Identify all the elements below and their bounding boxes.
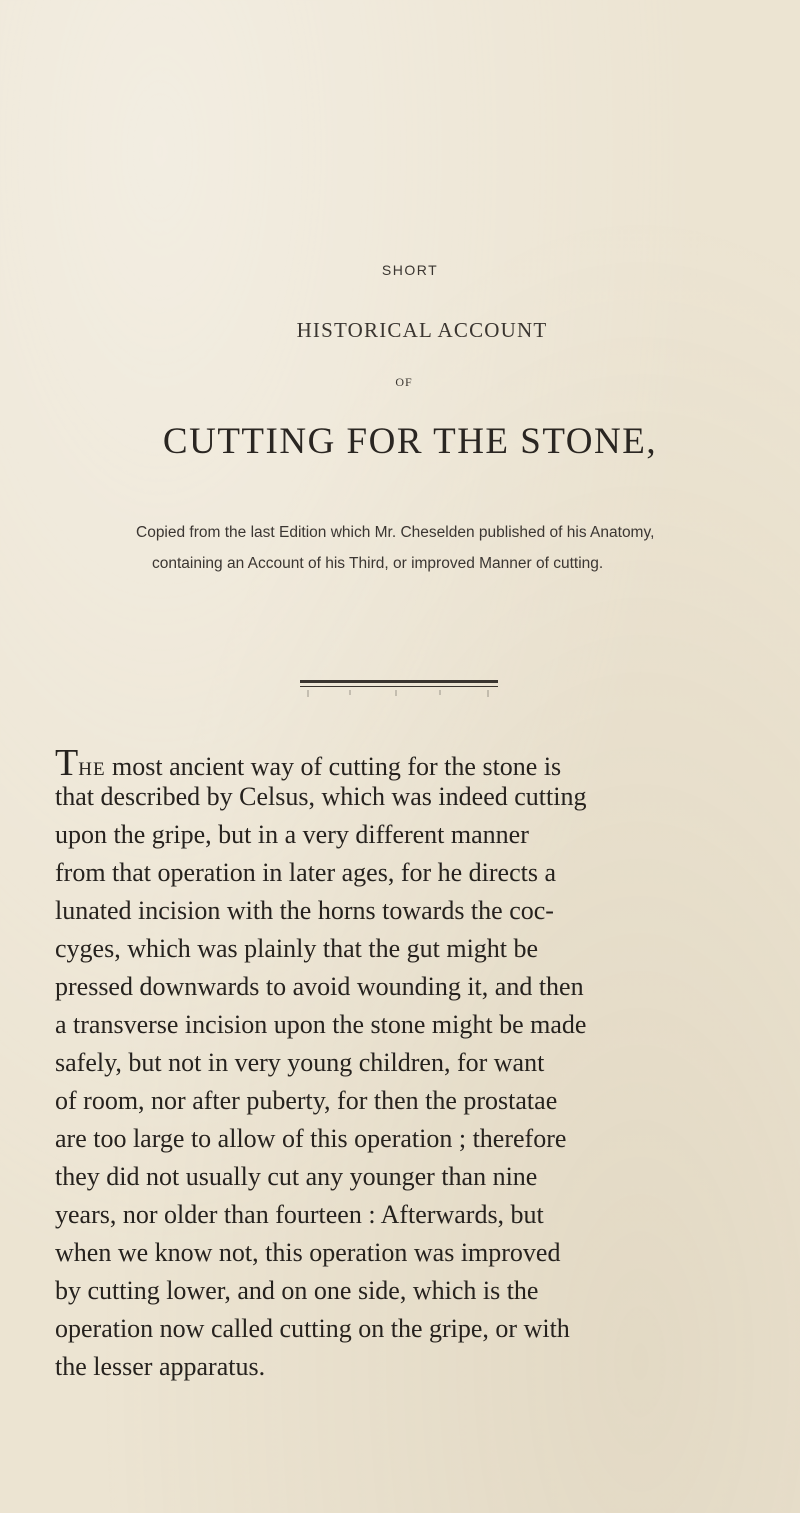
body-line-rest: most ancient way of cutting for the stone is xyxy=(105,752,562,781)
body-line: the lesser apparatus. xyxy=(55,1352,266,1381)
title-of: OF xyxy=(395,375,413,389)
body-line: from that operation in later ages, for he directs a xyxy=(55,858,557,887)
body-line: of room, nor after puberty, for then the prostatae xyxy=(55,1086,558,1115)
body-line: operation now called cutting on the gripe, or with xyxy=(55,1314,570,1343)
title-historical-account: HISTORICAL ACCOUNT xyxy=(296,318,548,342)
body-line: are too large to allow of this operation ; therefore xyxy=(55,1124,567,1153)
body-line: they did not usually cut any younger than nine xyxy=(55,1162,538,1191)
body-line: that described by Celsus, which was indeed cutting xyxy=(55,782,587,811)
body-line: cyges, which was plainly that the gut might be xyxy=(55,934,539,963)
body-line: safely, but not in very young children, for want xyxy=(55,1048,545,1077)
body-line: pressed downwards to avoid wounding it, and then xyxy=(55,972,584,1001)
title-short: SHORT xyxy=(381,262,439,278)
drop-cap: T xyxy=(55,742,79,784)
body-line xyxy=(55,744,561,782)
body-line: lunated incision with the horns towards the coc- xyxy=(55,896,554,925)
divider-rule xyxy=(300,680,498,687)
body-line: by cutting lower, and on one side, which is the xyxy=(55,1276,539,1305)
subtitle-line-2: containing an Account of his Third, or improved Manner of cutting. xyxy=(152,555,604,572)
subtitle-line-1: Copied from the last Edition which Mr. Cheselden published of his Anatomy, xyxy=(136,524,655,541)
body-line: when we know not, this operation was improved xyxy=(55,1238,561,1267)
body-line: a transverse incision upon the stone might be made xyxy=(55,1010,587,1039)
body-line: years, nor older than fourteen : Afterwards, but xyxy=(55,1200,544,1229)
body-line: upon the gripe, but in a very different manner xyxy=(55,820,529,849)
small-caps: HE xyxy=(78,759,106,780)
divider-ornament xyxy=(300,690,498,698)
title-main: CUTTING FOR THE STONE, xyxy=(162,421,658,462)
